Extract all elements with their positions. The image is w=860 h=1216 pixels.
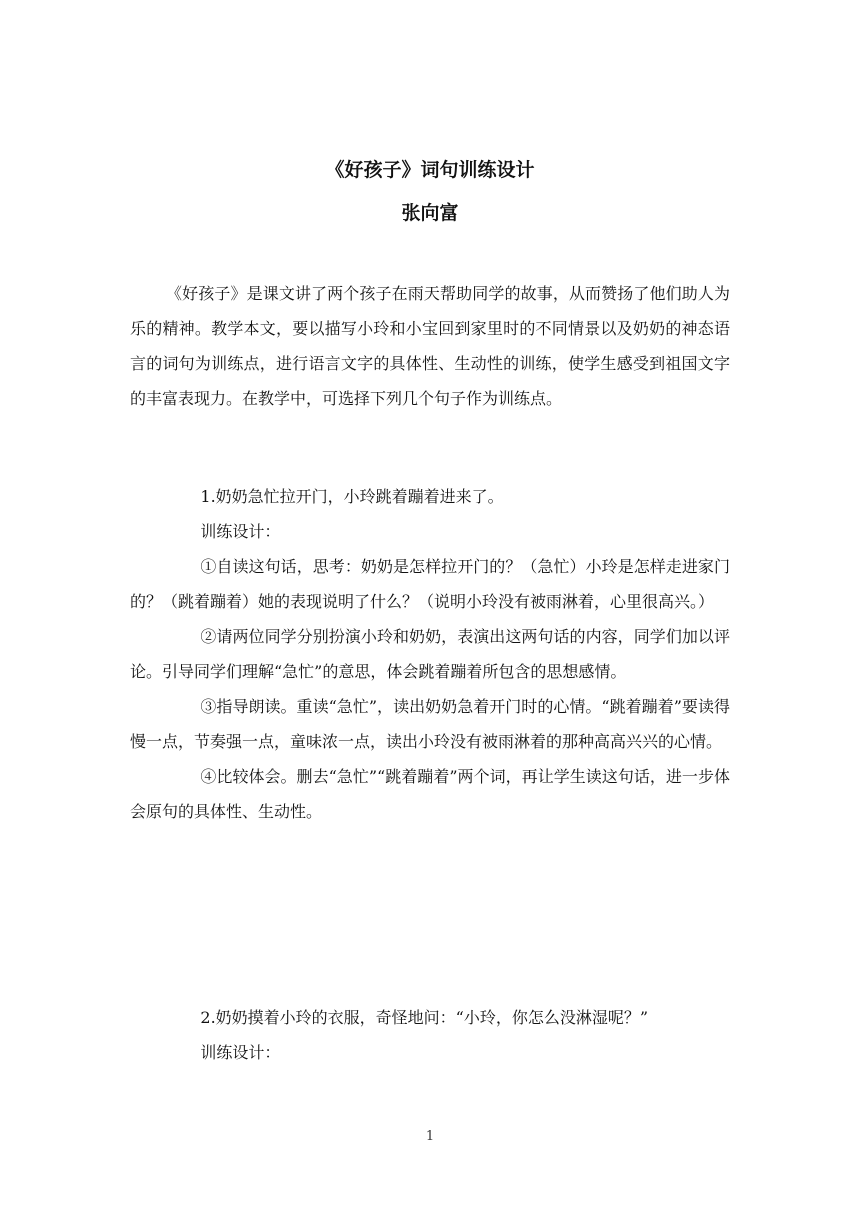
intro-section [130, 276, 730, 416]
section-1 [130, 479, 730, 829]
page-number: 1 [425, 1129, 435, 1144]
document-title: 《好孩子》词句训练设计 [325, 159, 535, 181]
section-1-step: ③指导朗读。重读“急忙”，读出奶奶急着开门时的心情。“跳着蹦着”要读得慢一点，节奏强一点，童味浓一点，读出小玲没有被雨淋着的那种高高兴兴的心情。 [130, 697, 730, 751]
section-2-design-label: 训练设计： [200, 1043, 281, 1062]
section-2 [130, 1000, 730, 1070]
section-1-step: ②请两位同学分别扮演小玲和奶奶，表演出这两句话的内容，同学们加以评论。引导同学们理解“急忙”的意思，体会跳着蹦着所包含的思想感情。 [130, 627, 730, 681]
section-1-sentence: 1.奶奶急忙拉开门，小玲跳着蹦着进来了。 [200, 487, 504, 506]
document-author: 张向富 [401, 202, 459, 224]
section-2-sentence: 2.奶奶摸着小玲的衣服，奇怪地问：“小玲，你怎么没淋湿呢？” [200, 1008, 649, 1027]
section-1-design-label: 训练设计： [200, 522, 281, 541]
section-1-step: ①自读这句话，思考：奶奶是怎样拉开门的？（急忙）小玲是怎样走进家门的？（跳着蹦着）她的表现说明了什么？（说明小玲没有被雨淋着，心里很高兴。） [130, 557, 730, 611]
section-1-step: ④比较体会。删去“急忙”“跳着蹦着”两个词，再让学生读这句话，进一步体会原句的具体性、生动性。 [130, 767, 730, 821]
intro-paragraph: 《好孩子》是课文讲了两个孩子在雨天帮助同学的故事，从而赞扬了他们助人为乐的精神。教学本文，要以描写小玲和小宝回到家里时的不同情景以及奶奶的神态语言的词句为训练点，进行语言文字的具体性、生动性的训练，使学生感受到祖国文字的丰富表现力。在教学中，可选择下列几个句子作为训练点。 [130, 284, 730, 408]
